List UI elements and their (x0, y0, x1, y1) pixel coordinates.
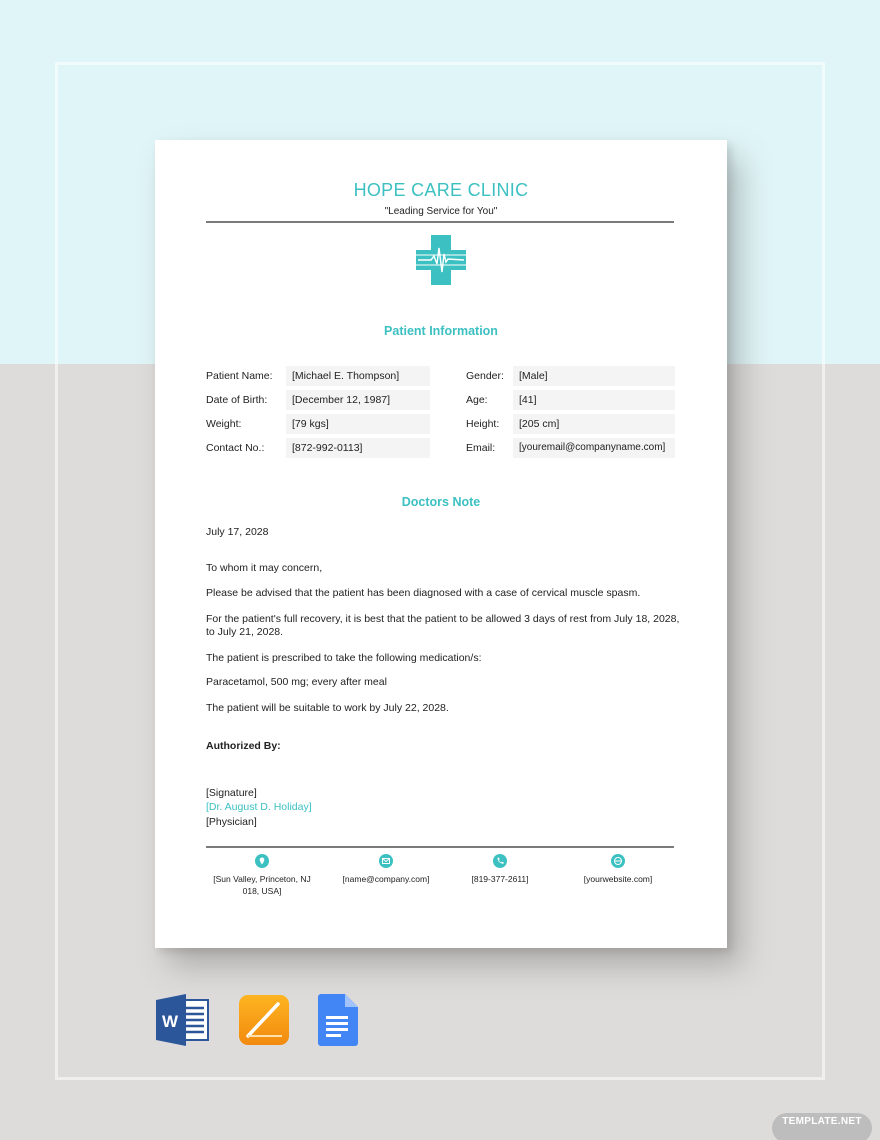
info-label: Email: (466, 442, 496, 454)
info-row-weight (206, 414, 430, 434)
info-value[interactable]: [79 kgs] (286, 414, 430, 434)
note-paragraph-medication-intro: The patient is prescribed to take the following medication/s: (206, 652, 482, 664)
info-value[interactable]: [41] (513, 390, 675, 410)
footer-address-line2: 018, USA] (242, 886, 282, 896)
info-row-height (466, 414, 675, 434)
footer-email-text[interactable]: [name@company.com] (342, 874, 430, 884)
info-row-age (466, 390, 675, 410)
note-paragraph-return: The patient will be suitable to work by July 22, 2028. (206, 702, 449, 714)
medical-cross-heartbeat-icon (413, 232, 469, 288)
footer-divider (206, 846, 674, 848)
info-label: Patient Name: (206, 370, 273, 382)
info-value[interactable]: [Michael E. Thompson] (286, 366, 430, 386)
note-salutation: To whom it may concern, (206, 562, 323, 574)
header-divider (206, 221, 674, 223)
info-row-email (466, 438, 675, 458)
location-pin-icon (255, 854, 269, 868)
phone-icon (493, 854, 507, 868)
patient-information-title: Patient Information (384, 324, 498, 338)
info-value[interactable]: [December 12, 1987] (286, 390, 430, 410)
footer-address (202, 852, 322, 897)
signature-placeholder: [Signature] (206, 787, 257, 799)
info-label: Weight: (206, 418, 242, 430)
info-row-gender (466, 366, 675, 386)
info-label: Age: (466, 394, 488, 406)
doctors-note-title: Doctors Note (401, 495, 481, 509)
info-value[interactable]: [Male] (513, 366, 675, 386)
google-docs-icon[interactable] (316, 994, 360, 1051)
doctor-title: [Physician] (206, 816, 257, 828)
footer-address-line1: [Sun Valley, Princeton, NJ (213, 874, 311, 884)
footer-website (558, 852, 678, 885)
note-paragraph-medication: Paracetamol, 500 mg; every after meal (206, 676, 387, 688)
globe-icon (611, 854, 625, 868)
info-value[interactable]: [youremail@companyname.com] (513, 438, 675, 458)
note-paragraph-rest: For the patient's full recovery, it is best that the patient to be allowed 3 days of rest from July 18, 2028, to July 21, 2028. (206, 613, 680, 638)
footer-email (326, 852, 446, 885)
info-row-date-of-birth (206, 390, 430, 410)
info-label: Date of Birth: (206, 394, 268, 406)
info-value[interactable]: [205 cm] (513, 414, 675, 434)
footer-phone-text[interactable]: [819-377-2611] (471, 874, 529, 884)
info-label: Height: (466, 418, 500, 430)
footer-website-text[interactable]: [yourwebsite.com] (583, 874, 653, 884)
note-date: July 17, 2028 (206, 526, 269, 538)
authorized-by-label: Authorized By: (206, 740, 281, 752)
doctor-name: [Dr. August D. Holiday] (206, 801, 312, 813)
watermark-badge: TEMPLATE.NET (772, 1113, 872, 1140)
email-icon (379, 854, 393, 868)
clinic-tagline: "Leading Service for You" (384, 206, 498, 217)
footer-phone (440, 852, 560, 885)
info-row-patient-name (206, 366, 430, 386)
info-label: Contact No.: (206, 442, 265, 454)
microsoft-word-icon[interactable] (154, 994, 210, 1051)
info-row-contact (206, 438, 430, 458)
info-value[interactable]: [872-992-0113] (286, 438, 430, 458)
note-paragraph-diagnosis: Please be advised that the patient has been diagnosed with a case of cervical muscle spasm. (206, 587, 641, 599)
document-page (155, 140, 727, 948)
clinic-name: HOPE CARE CLINIC (353, 180, 529, 200)
svg-text:W: W (162, 1012, 179, 1031)
info-label: Gender: (466, 370, 504, 382)
apple-pages-icon[interactable] (238, 994, 290, 1051)
